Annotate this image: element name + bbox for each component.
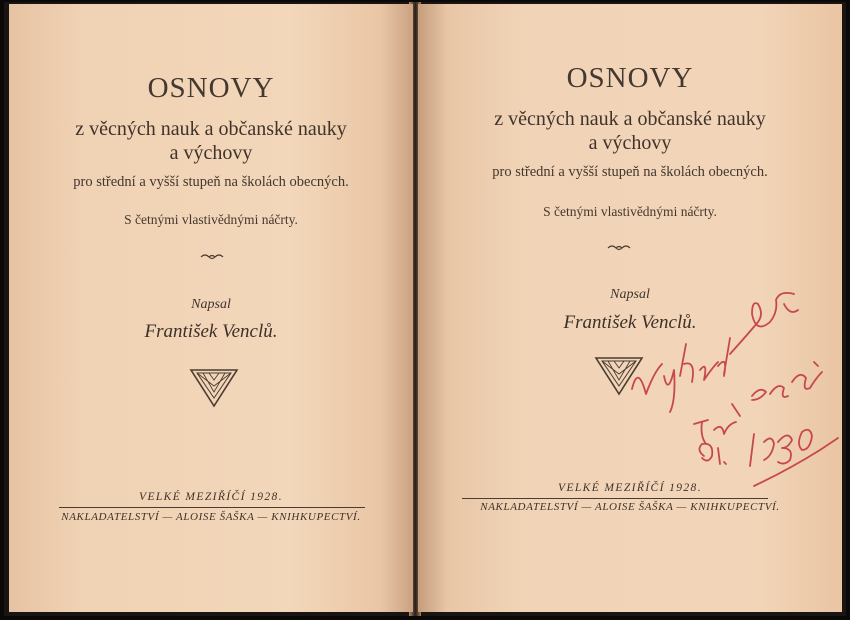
right-page [418,4,842,612]
left-imprint-rule [59,507,365,508]
left-sketches-line: S četnými vlastivědnými náčrty. [124,212,298,227]
right-subtitle-line2: a výchovy [588,132,672,154]
left-author: František Venclů. [144,321,278,342]
left-title: OSNOVY [147,72,275,104]
book-spread [4,2,846,616]
left-byline-label: Napsal [191,297,231,312]
handwritten-inscription [418,4,842,612]
scroll-ornament-icon [199,252,225,262]
right-sketches-line: S četnými vlastivědnými náčrty. [543,204,717,219]
left-subtitle-line2: a výchovy [169,142,253,164]
right-byline-label: Napsal [610,287,650,302]
left-audience-line: pro střední a vyšší stupeň na školách obecných. [73,174,349,190]
right-place-year: VELKÉ MEZIŘÍČÍ 1928. [558,482,702,494]
left-page [9,4,413,612]
right-author: František Venclů. [563,312,697,333]
left-place-year: VELKÉ MEZIŘÍČÍ 1928. [139,491,283,503]
right-subtitle-line1: z věcných nauk a občanské nauky [494,108,766,130]
right-title: OSNOVY [566,62,694,94]
triangle-ornament-icon [189,366,239,408]
left-publisher: NAKLADATELSTVÍ — ALOISE ŠAŠKA — KNIHKUPECTVÍ. [61,511,361,523]
right-audience-line: pro střední a vyšší stupeň na školách obecných. [492,164,768,180]
left-subtitle-line1: z věcných nauk a občanské nauky [75,118,347,140]
right-publisher: NAKLADATELSTVÍ — ALOISE ŠAŠKA — KNIHKUPECTVÍ. [480,501,780,513]
